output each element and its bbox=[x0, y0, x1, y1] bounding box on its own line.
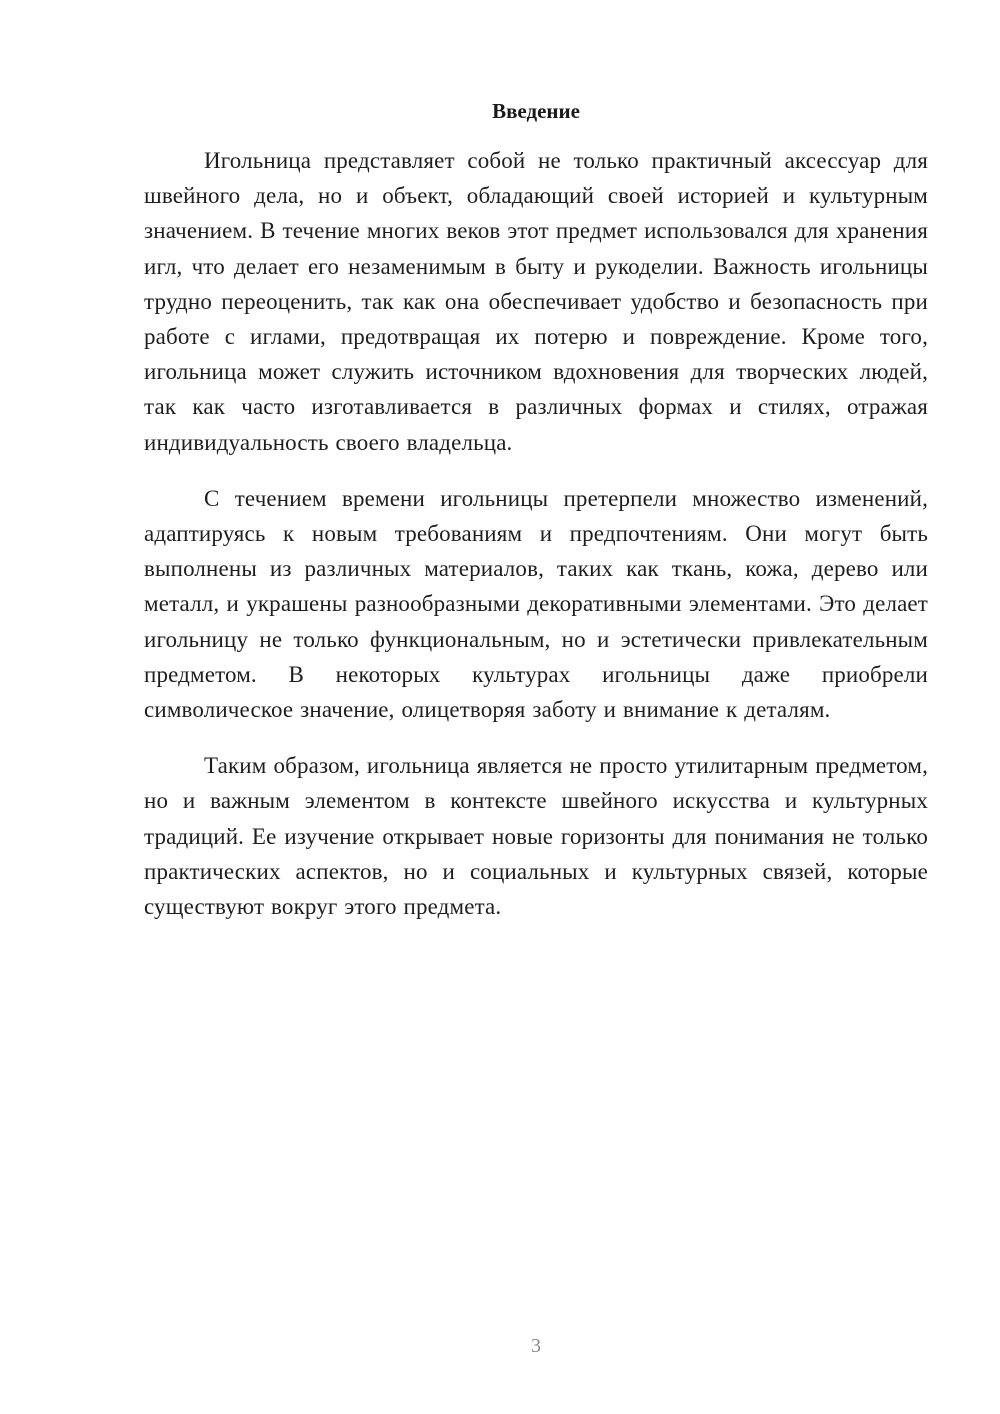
body-text bbox=[144, 143, 928, 924]
paragraph-3: Таким образом, игольница является не просто утилитарным предметом, но и важным элементом в контексте швейного искусства и культурных традиций. Ее изучение открывает новые горизонты для понимания не только практических аспектов, но и социальных и культурных связей, которые существуют вокруг этого предмета. bbox=[144, 753, 928, 920]
section-heading: Введение bbox=[492, 99, 580, 123]
paragraph-1: Игольница представляет собой не только практичный аксессуар для швейного дела, но и объект, обладающий своей историей и культурным значением. В течение многих веков этот предмет использовался для хранения игл, что делает его незаменимым в быту и рукоделии. Важность игольницы трудно переоценить, так как она обеспечивает удобство и безопасность при работе с иглами, предотвращая их потерю и повреждение. Кроме того, игольница может служить источником вдохновения для творческих людей, так как часто изготавливается в различных формах и стилях, отражая индивидуальность своего владельца. bbox=[144, 148, 928, 455]
page-number: 3 bbox=[531, 1335, 541, 1357]
paragraph-2: С течением времени игольницы претерпели множество изменений, адаптируясь к новым требованиям и предпочтениям. Они могут быть выполнены из различных материалов, таких как ткань, кожа, дерево или металл, и украшены разнообразными декоративными элементами. Это делает игольницу не только функциональным, но и эстетически привлекательным предметом. В некоторых культурах игольницы даже приобрели символическое значение, олицетворяя заботу и внимание к деталям. bbox=[144, 485, 928, 723]
